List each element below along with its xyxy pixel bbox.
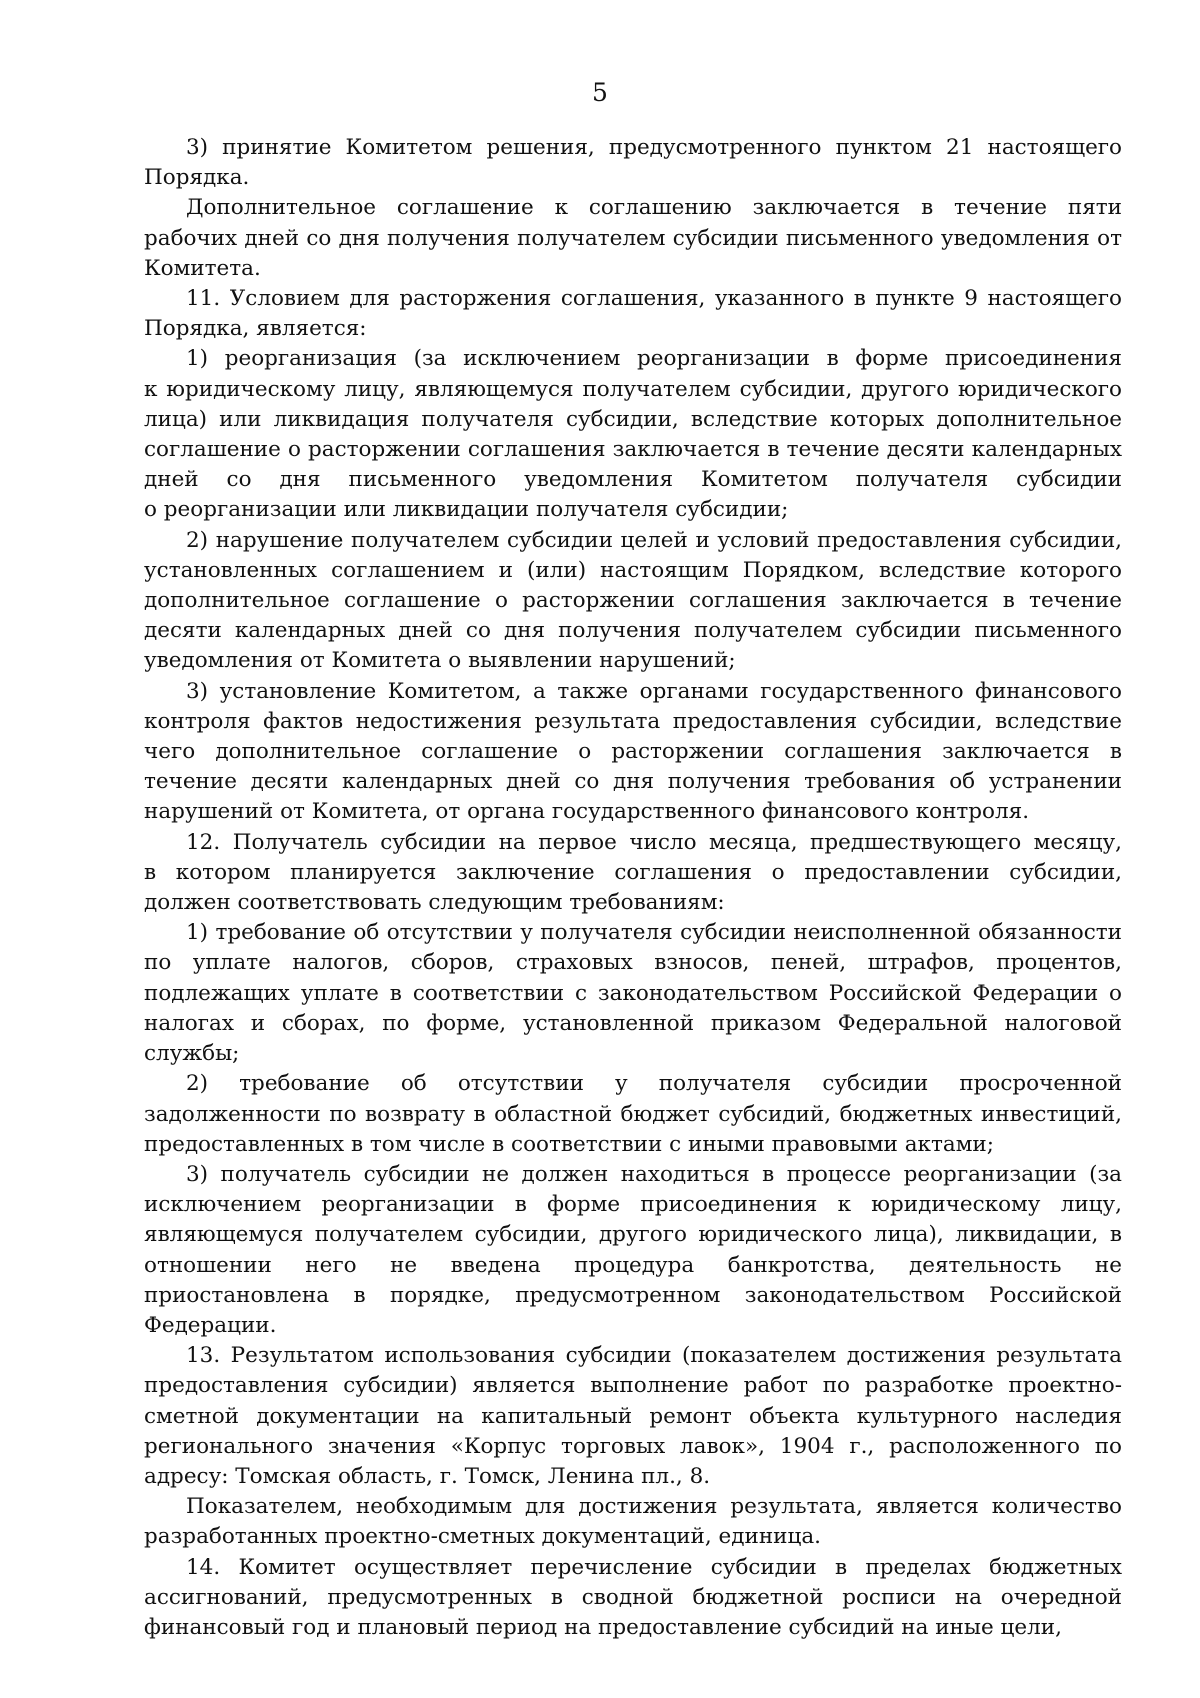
- paragraph: Показателем, необходимым для достижения результата, является количество разработанных проектно-сметных документаций, единица.: [144, 1494, 1122, 1550]
- paragraph: 12. Получатель субсидии на первое число месяца, предшествующего месяцу, в котором планируется заключение соглашения о предоставлении субсидии, должен соответствовать следующим требованиям:: [144, 829, 1122, 916]
- page-number: 5: [592, 78, 608, 107]
- paragraph: 3) принятие Комитетом решения, предусмотренного пунктом 21 настоящего Порядка.: [144, 135, 1122, 191]
- paragraph: 3) получатель субсидии не должен находиться в процессе реорганизации (за исключением реорганизации в форме присоединения к юридическому лицу, являющемуся получателем субсидии, другого юридического лица), ликвидации, в отношении него не введена процедура банкротства, деятельность не приостановлена в порядке, предусмотренном законодательством Российской Федерации.: [144, 1161, 1122, 1338]
- paragraph: 13. Результатом использования субсидии (показателем достижения результата предоставления субсидии) является выполнение работ по разработке проектно-сметной документации на капитальный ремонт объекта культурного наследия регионального значения «Корпус торговых лавок», 1904 г., расположенного по адресу: Томская область, г. Томск, Ленина пл., 8.: [144, 1343, 1122, 1489]
- paragraph: Дополнительное соглашение к соглашению заключается в течение пяти рабочих дней со дня получения получателем субсидии письменного уведомления от Комитета.: [144, 195, 1122, 281]
- paragraph: 3) установление Комитетом, а также органами государственного финансового контроля фактов недостижения результата предоставления субсидии, вследствие чего дополнительное соглашение о расторжении соглашения заключается в течение десяти календарных дней со дня получения требования об устранении нарушений от Комитета, от органа государственного финансового контроля.: [144, 678, 1122, 825]
- paragraph: 1) реорганизация (за исключением реорганизации в форме присоединения к юридическому лицу, являющемуся получателем субсидии, другого юридического лица) или ликвидация получателя субсидии, вследствие которых дополнительное соглашение о расторжении соглашения заключается в течение десяти календарных дней со дня письменного уведомления Комитетом получателя субсидии о реорганизации или ликвидации получателя субсидии;: [144, 346, 1122, 523]
- paragraph: 14. Комитет осуществляет перечисление субсидии в пределах бюджетных ассигнований, предусмотренных в сводной бюджетной росписи на очередной финансовый год и плановый период на предоставление субсидий на иные цели,: [144, 1554, 1122, 1640]
- document-body: [144, 133, 1122, 1643]
- paragraph: 2) требование об отсутствии у получателя субсидии просроченной задолженности по возврату в областной бюджет субсидий, бюджетных инвестиций, предоставленных в том числе в соответствии с иными правовыми актами;: [144, 1071, 1122, 1157]
- paragraph: 2) нарушение получателем субсидии целей и условий предоставления субсидии, установленных соглашением и (или) настоящим Порядком, вследствие которого дополнительное соглашение о расторжении соглашения заключается в течение десяти календарных дней со дня получения получателем субсидии письменного уведомления от Комитета о выявлении нарушений;: [144, 527, 1122, 674]
- paragraph: 1) требование об отсутствии у получателя субсидии неисполненной обязанности по уплате налогов, сборов, страховых взносов, пеней, штрафов, процентов, подлежащих уплате в соответствии с законодательством Российской Федерации о налогах и сборах, по форме, установленной приказом Федеральной налоговой службы;: [144, 920, 1122, 1067]
- paragraph: 11. Условием для расторжения соглашения, указанного в пункте 9 настоящего Порядка, является:: [144, 286, 1122, 342]
